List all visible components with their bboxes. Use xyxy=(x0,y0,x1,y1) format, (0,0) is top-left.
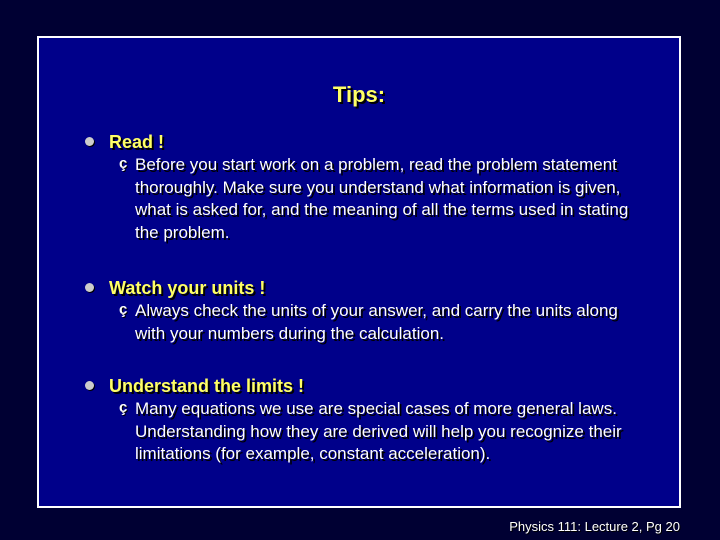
arrow-bullet-icon: ç xyxy=(119,301,128,318)
bullet-dot-icon xyxy=(85,137,94,146)
arrow-bullet-icon: ç xyxy=(119,399,128,416)
footer-page-label: Physics 111: Lecture 2, Pg 20 xyxy=(509,519,680,534)
sub-bullet-text: Before you start work on a problem, read the problem statement thoroughly. Make sure you understand what information is given, what is asked for, and the meaning of all the terms used in stating the problem. xyxy=(135,155,629,242)
bullet-dot-icon xyxy=(85,381,94,390)
bullet-heading: Read ! xyxy=(109,132,165,152)
arrow-bullet-icon: ç xyxy=(119,155,128,172)
slide-frame xyxy=(37,36,681,508)
sub-bullet-text: Always check the units of your answer, and carry the units along with your numbers during the calculation. xyxy=(135,301,618,343)
slide-title: Tips: xyxy=(332,82,386,107)
bullet-heading: Watch your units ! xyxy=(109,278,266,298)
sub-bullet-text: Many equations we use are special cases of more general laws. Understanding how they are derived will help you recognize their limitations (for example, constant acceleration). xyxy=(135,399,622,463)
bullet-dot-icon xyxy=(85,283,94,292)
bullet-heading: Understand the limits ! xyxy=(109,376,305,396)
